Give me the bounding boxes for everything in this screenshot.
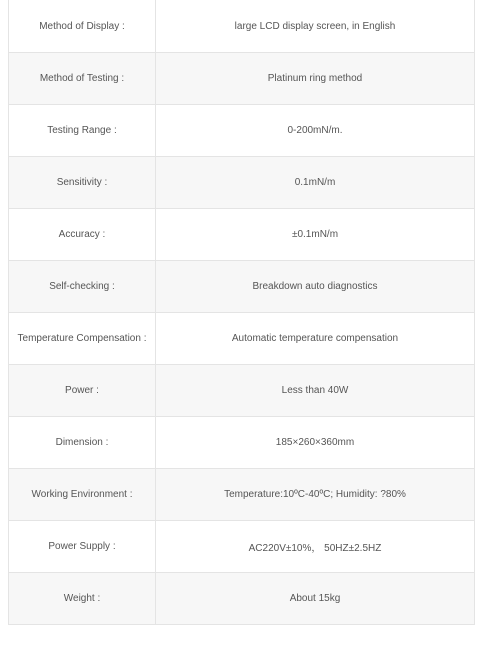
spec-label: Method of Testing : <box>9 53 156 105</box>
spec-label: Dimension : <box>9 417 156 469</box>
spec-label: Self-checking : <box>9 261 156 313</box>
table-row <box>9 209 475 261</box>
spec-label: Method of Display : <box>9 0 156 53</box>
spec-value: large LCD display screen, in English <box>156 0 475 53</box>
spec-value: Less than 40W <box>156 365 475 417</box>
table-row <box>9 469 475 521</box>
spec-label: Weight : <box>9 573 156 625</box>
spec-value: Temperature:10ºC-40ºC; Humidity: ?80% <box>156 469 475 521</box>
table-row <box>9 0 475 53</box>
spec-value: 0-200mN/m. <box>156 105 475 157</box>
table-row <box>9 417 475 469</box>
spec-value: Breakdown auto diagnostics <box>156 261 475 313</box>
spec-value: About 15kg <box>156 573 475 625</box>
table-row <box>9 521 475 573</box>
spec-label: Temperature Compensation : <box>9 313 156 365</box>
spec-value: 0.1mN/m <box>156 157 475 209</box>
spec-label: Accuracy : <box>9 209 156 261</box>
spec-value: 185×260×360mm <box>156 417 475 469</box>
spec-label: Testing Range : <box>9 105 156 157</box>
spec-label: Power : <box>9 365 156 417</box>
spec-value: AC220V±10%， 50HZ±2.5HZ <box>156 521 475 573</box>
spec-label: Power Supply : <box>9 521 156 573</box>
table-row <box>9 53 475 105</box>
table-row <box>9 313 475 365</box>
table-row <box>9 261 475 313</box>
table-row <box>9 105 475 157</box>
table-row <box>9 573 475 625</box>
spec-value: Automatic temperature compensation <box>156 313 475 365</box>
spec-label: Sensitivity : <box>9 157 156 209</box>
spec-value: ±0.1mN/m <box>156 209 475 261</box>
table-row <box>9 157 475 209</box>
table-row <box>9 365 475 417</box>
spec-value: Platinum ring method <box>156 53 475 105</box>
specification-table <box>8 0 475 625</box>
spec-label: Working Environment : <box>9 469 156 521</box>
